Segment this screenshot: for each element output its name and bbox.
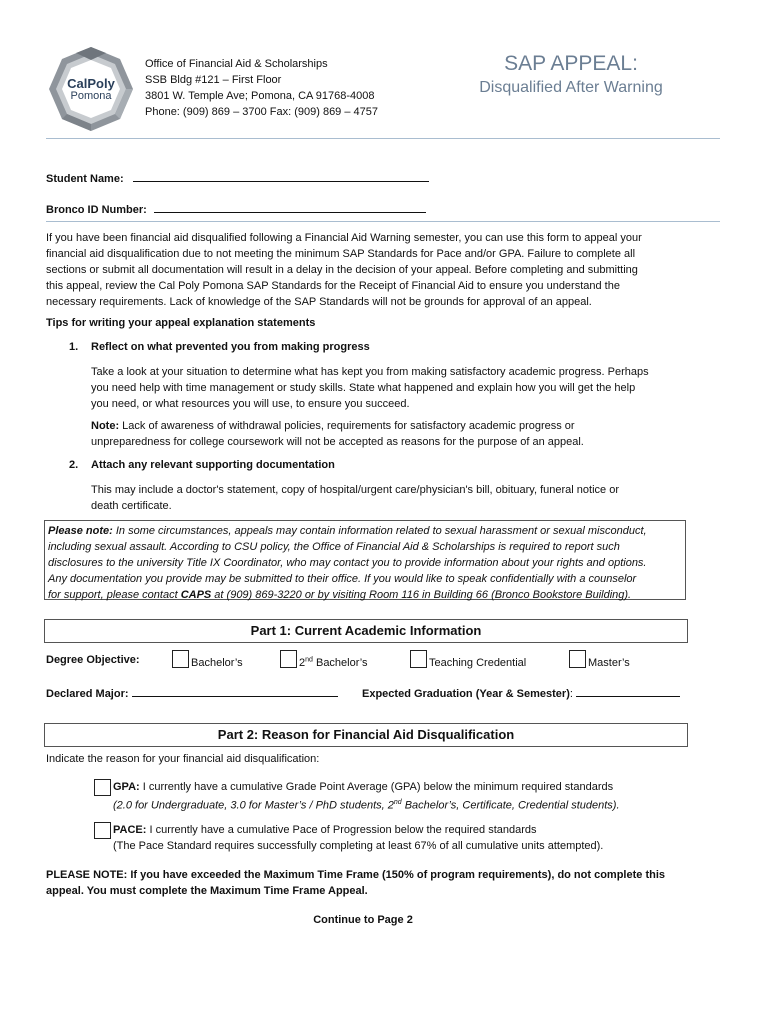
- pace-option: [113, 822, 713, 854]
- tip-body: [91, 364, 711, 412]
- tip-number: 2.: [69, 459, 79, 471]
- please-note-line: Any documentation you provide may be submitted to their office. If you would like to speak confidentially with a counselor: [48, 573, 637, 585]
- continue-label: Continue to Page 2: [313, 914, 413, 926]
- please-note-line: including sexual assault. According to CSU policy, the Office of Financial Aid & Scholarships is required to report such: [48, 541, 620, 553]
- office-line: Phone: (909) 869 – 3700 Fax: (909) 869 – 4757: [145, 106, 379, 118]
- intro-paragraph: [46, 230, 736, 310]
- expected-graduation-label: Expected Graduation (Year & Semester): [362, 688, 570, 700]
- option-label: Bachelor’s: [191, 657, 243, 669]
- office-line: SSB Bldg #121 – First Floor: [145, 74, 282, 86]
- calpoly-pomona-logo: [46, 44, 136, 134]
- tip-note: [91, 418, 711, 450]
- gpa-text: I currently have a cumulative Grade Point Average (GPA) below the minimum required standards: [139, 781, 614, 793]
- part2-heading: Part 2: Reason for Financial Aid Disqualification: [44, 723, 688, 747]
- part2-please-note-line: PLEASE NOTE: If you have exceeded the Maximum Time Frame (150% of program requirements), do not complete this: [46, 869, 665, 881]
- checkbox[interactable]: [410, 650, 427, 668]
- office-line: Office of Financial Aid & Scholarships: [145, 58, 328, 70]
- tip-body-line: This may include a doctor's statement, copy of hospital/urgent care/physician's bill, obituary, funeral notice or: [91, 484, 619, 496]
- tip-note-text: Lack of awareness of withdrawal policies, requirements for satisfactory academic progress or: [119, 420, 575, 432]
- page-title: SAP APPEAL:: [504, 52, 638, 75]
- tip-body-line: death certificate.: [91, 500, 172, 512]
- logo-line2: Pomona: [70, 90, 112, 102]
- option-label: Bachelor’s: [312, 657, 368, 669]
- checkbox[interactable]: [569, 650, 586, 668]
- intro-line: this appeal, review the Cal Poly Pomona SAP Standards for the Receipt of Financial Aid to ensure you understand the: [46, 280, 620, 292]
- office-line: 3801 W. Temple Ave; Pomona, CA 91768-4008: [145, 90, 375, 102]
- bronco-id-field: [46, 201, 426, 216]
- intro-line: sections or submit all documentation will result in a delay in the decision of your appeal. Before completing and submitting: [46, 264, 638, 276]
- gpa-sub-sup: nd: [393, 799, 402, 806]
- student-name-field: [46, 170, 429, 185]
- part2-please-note-line: appeal. You must complete the Maximum Time Frame Appeal.: [46, 885, 368, 897]
- intro-line: If you have been financial aid disqualified following a Financial Aid Warning semester, you can use this form to appeal your: [46, 232, 642, 244]
- tip-body-line: you need help with time management or study skills. State what happened and explain how you will get the help: [91, 382, 636, 394]
- option-sup: nd: [305, 656, 313, 664]
- student-name-label: Student Name:: [46, 173, 124, 185]
- logo-line1: CalPoly: [67, 76, 115, 91]
- checkbox[interactable]: [280, 650, 297, 668]
- gpa-option: [113, 779, 713, 814]
- fields-divider: [46, 221, 720, 222]
- tip-title: Reflect on what prevented you from making progress: [91, 341, 370, 353]
- tip-body-line: you need, or what resources you will use, to ensure you succeed.: [91, 398, 410, 410]
- declared-major-label: Declared Major:: [46, 688, 129, 700]
- pace-sub: (The Pace Standard requires successfully completing at least 67% of all cumulative units attempted).: [113, 840, 604, 852]
- declared-major-line[interactable]: [132, 685, 338, 697]
- tip-note-text: unpreparedness for college coursework will not be accepted as reasons for the purpose of an appeal.: [91, 436, 584, 448]
- gpa-sub: Bachelor’s, Certificate, Credential students).: [401, 799, 620, 812]
- header-divider: [46, 138, 720, 139]
- option-label: 2: [299, 657, 306, 669]
- please-note-box: [44, 520, 686, 600]
- tip-number: 1.: [69, 341, 79, 353]
- pace-text: I currently have a cumulative Pace of Progression below the required standards: [146, 824, 537, 836]
- student-name-line[interactable]: [133, 170, 429, 182]
- tip-title: Attach any relevant supporting documentation: [91, 459, 335, 471]
- option-bachelors[interactable]: [172, 650, 243, 669]
- part2-please-note: [46, 867, 736, 899]
- gpa-label: GPA:: [113, 781, 140, 793]
- page-subtitle: Disqualified After Warning: [479, 79, 663, 96]
- office-address: [145, 56, 378, 120]
- expected-graduation-line[interactable]: [576, 685, 680, 697]
- bronco-id-label: Bronco ID Number:: [46, 204, 147, 216]
- intro-line: necessary requirements. Lack of knowledge of the SAP Standards will not be grounds for approval of an appeal.: [46, 296, 592, 308]
- part2-intro: Indicate the reason for your financial aid disqualification:: [46, 753, 320, 765]
- degree-objective-label: Degree Objective:: [46, 654, 140, 666]
- caps-label: CAPS: [180, 589, 212, 601]
- please-note-line: In some circumstances, appeals may contain information related to sexual harassment or sexual misconduct,: [112, 525, 647, 537]
- bronco-id-line[interactable]: [154, 201, 426, 213]
- checkbox[interactable]: [172, 650, 189, 668]
- please-note-line: disclosures to the university Title IX Coordinator, who may contact you to provide information about your rights and options.: [48, 557, 647, 569]
- tips-heading: Tips for writing your appeal explanation statements: [46, 317, 316, 329]
- expected-graduation-colon: :: [569, 688, 573, 700]
- please-note-line: at (909) 869-3220 or by visiting Room 116 in Building 66 (Bronco Bookstore Building).: [211, 589, 632, 601]
- gpa-sub: (2.0 for Undergraduate, 3.0 for Master’s / PhD students, 2: [113, 799, 394, 812]
- declared-major-field: [46, 685, 338, 700]
- gpa-checkbox[interactable]: [94, 779, 111, 796]
- pace-label: PACE:: [113, 824, 147, 836]
- tip-note-label: Note:: [91, 420, 120, 432]
- option-teaching-credential[interactable]: [410, 650, 526, 669]
- part1-heading: Part 1: Current Academic Information: [44, 619, 688, 643]
- expected-graduation-field: [362, 685, 680, 700]
- tip-body: [91, 482, 711, 514]
- please-note-line: for support, please contact: [48, 589, 181, 601]
- tip-body-line: Take a look at your situation to determine what has kept you from making satisfactory academic progress. Perhaps: [91, 366, 649, 378]
- option-label: Teaching Credential: [429, 657, 527, 669]
- option-label: Master’s: [588, 657, 630, 669]
- intro-line: financial aid disqualification due to not meeting the minimum SAP Standards for Pace and/or GPA. Failure to complete all: [46, 248, 636, 260]
- pace-checkbox[interactable]: [94, 822, 111, 839]
- option-2nd-bachelors[interactable]: [280, 650, 368, 669]
- option-masters[interactable]: [569, 650, 630, 669]
- please-note-label: Please note:: [48, 525, 113, 537]
